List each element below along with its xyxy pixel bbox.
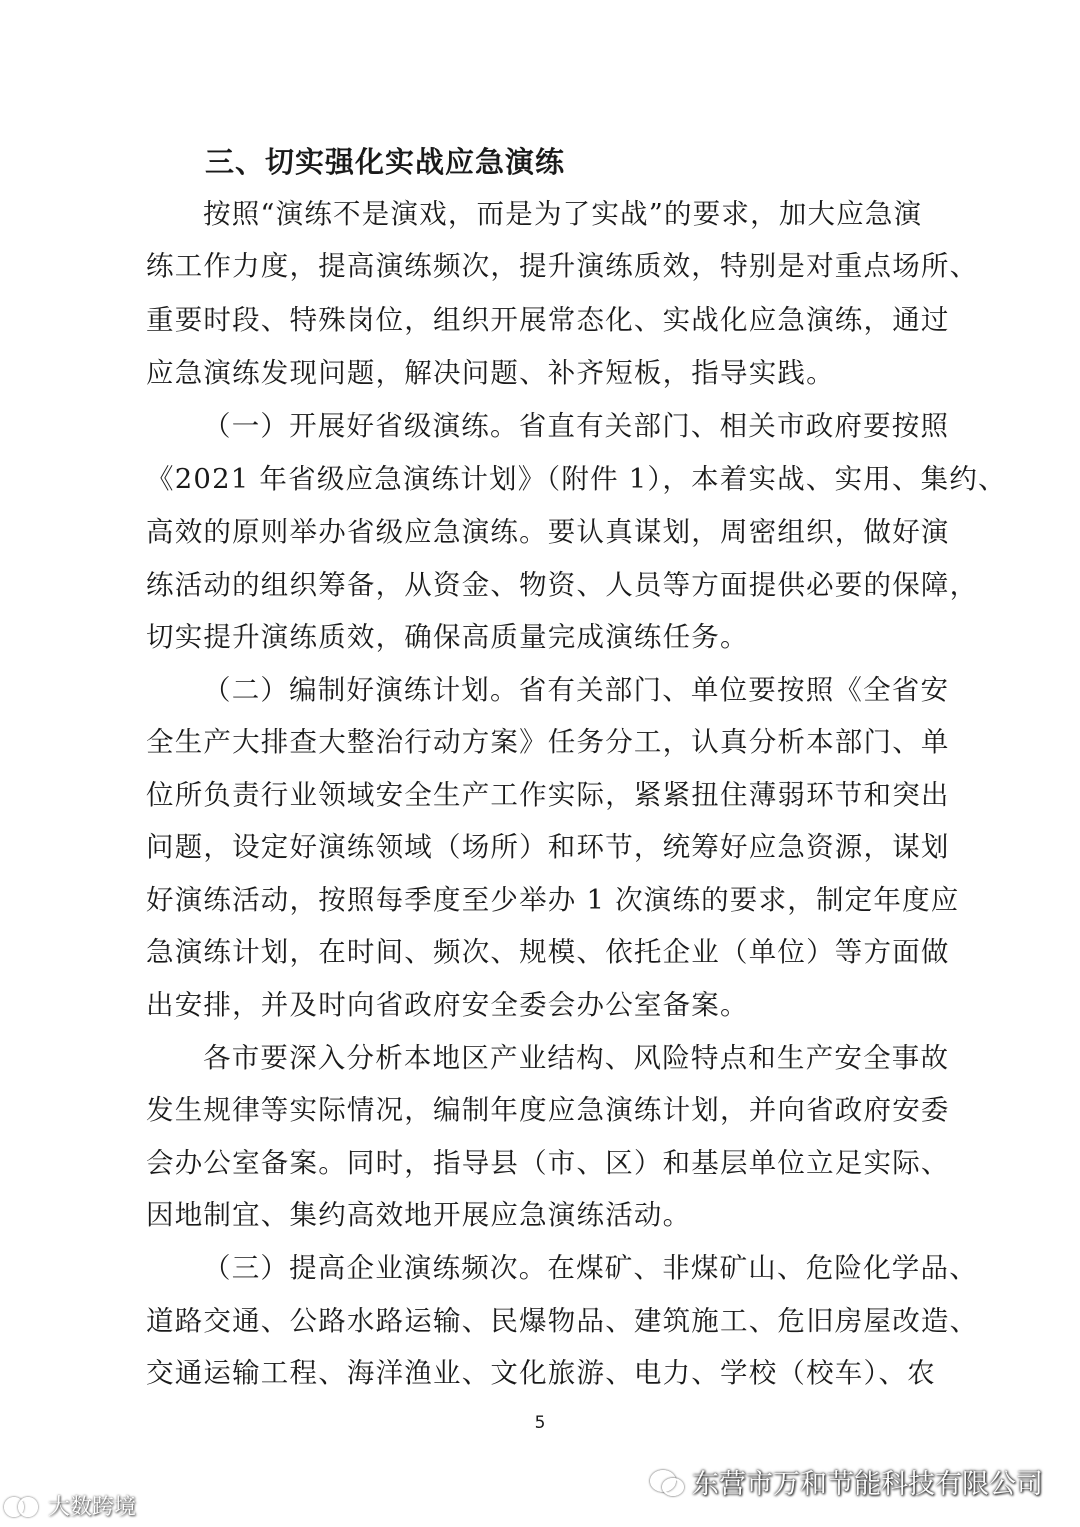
paragraph-line: 高效的原则举办省级应急演练。要认真谋划，周密组织，做好演 bbox=[146, 516, 950, 548]
paragraph-line: 道路交通、公路水路运输、民爆物品、建筑施工、危旧房屋改造、 bbox=[146, 1305, 979, 1337]
paragraph-line: 各市要深入分析本地区产业结构、风险特点和生产安全事故 bbox=[203, 1042, 950, 1074]
paragraph-line: 问题，设定好演练领域（场所）和环节，统筹好应急资源，谋划 bbox=[146, 831, 950, 863]
brand-watermark bbox=[4, 1490, 136, 1521]
wechat-icon bbox=[650, 1468, 684, 1496]
paragraph-line: 《2021 年省级应急演练计划》（附件 1），本着实战、实用、集约、 bbox=[146, 463, 1007, 495]
paragraph-line: （一）开展好省级演练。省直有关部门、相关市政府要按照 bbox=[203, 410, 950, 442]
paragraph-line: 应急演练发现问题，解决问题、补齐短板，指导实践。 bbox=[146, 357, 835, 389]
paragraph-line: 按照“演练不是演戏，而是为了实战”的要求，加大应急演 bbox=[203, 198, 923, 230]
page-number: 5 bbox=[534, 1413, 546, 1433]
paragraph-line: 重要时段、特殊岗位，组织开展常态化、实战化应急演练，通过 bbox=[146, 304, 950, 336]
section-heading: 三、切实强化实战应急演练 bbox=[205, 145, 566, 179]
paragraph-line: （二）编制好演练计划。省有关部门、单位要按照《全省安 bbox=[203, 674, 950, 706]
paragraph-line: 发生规律等实际情况，编制年度应急演练计划，并向省政府安委 bbox=[146, 1094, 950, 1126]
brand-logo-icon bbox=[4, 1494, 44, 1518]
paragraph-line: 切实提升演练质效，确保高质量完成演练任务。 bbox=[146, 621, 749, 653]
paragraph-line: 练工作力度，提高演练频次，提升演练质效，特别是对重点场所、 bbox=[146, 250, 979, 282]
paragraph-line: （三）提高企业演练频次。在煤矿、非煤矿山、危险化学品、 bbox=[203, 1252, 978, 1284]
wechat-account-watermark bbox=[650, 1462, 1043, 1501]
paragraph-line: 交通运输工程、海洋渔业、文化旅游、电力、学校（校车）、农 bbox=[146, 1357, 936, 1389]
watermark-brand-name: 大数跨境 bbox=[48, 1495, 137, 1520]
paragraph-line: 好演练活动，按照每季度至少举办 1 次演练的要求，制定年度应 bbox=[146, 884, 960, 916]
paragraph-line: 出安排，并及时向省政府安全委会办公室备案。 bbox=[146, 989, 749, 1021]
watermark-company-name: 东营市万和节能科技有限公司 bbox=[692, 1469, 1043, 1500]
paragraph-line: 因地制宜、集约高效地开展应急演练活动。 bbox=[146, 1199, 692, 1231]
paragraph-line: 位所负责行业领域安全生产工作实际，紧紧扭住薄弱环节和突出 bbox=[146, 779, 950, 811]
paragraph-line: 全生产大排查大整治行动方案》任务分工，认真分析本部门、单 bbox=[146, 726, 950, 758]
paragraph-line: 急演练计划，在时间、频次、规模、依托企业（单位）等方面做 bbox=[146, 936, 950, 968]
paragraph-line: 会办公室备案。同时，指导县（市、区）和基层单位立足实际、 bbox=[146, 1147, 950, 1179]
paragraph-line: 练活动的组织筹备，从资金、物资、人员等方面提供必要的保障， bbox=[146, 569, 979, 601]
